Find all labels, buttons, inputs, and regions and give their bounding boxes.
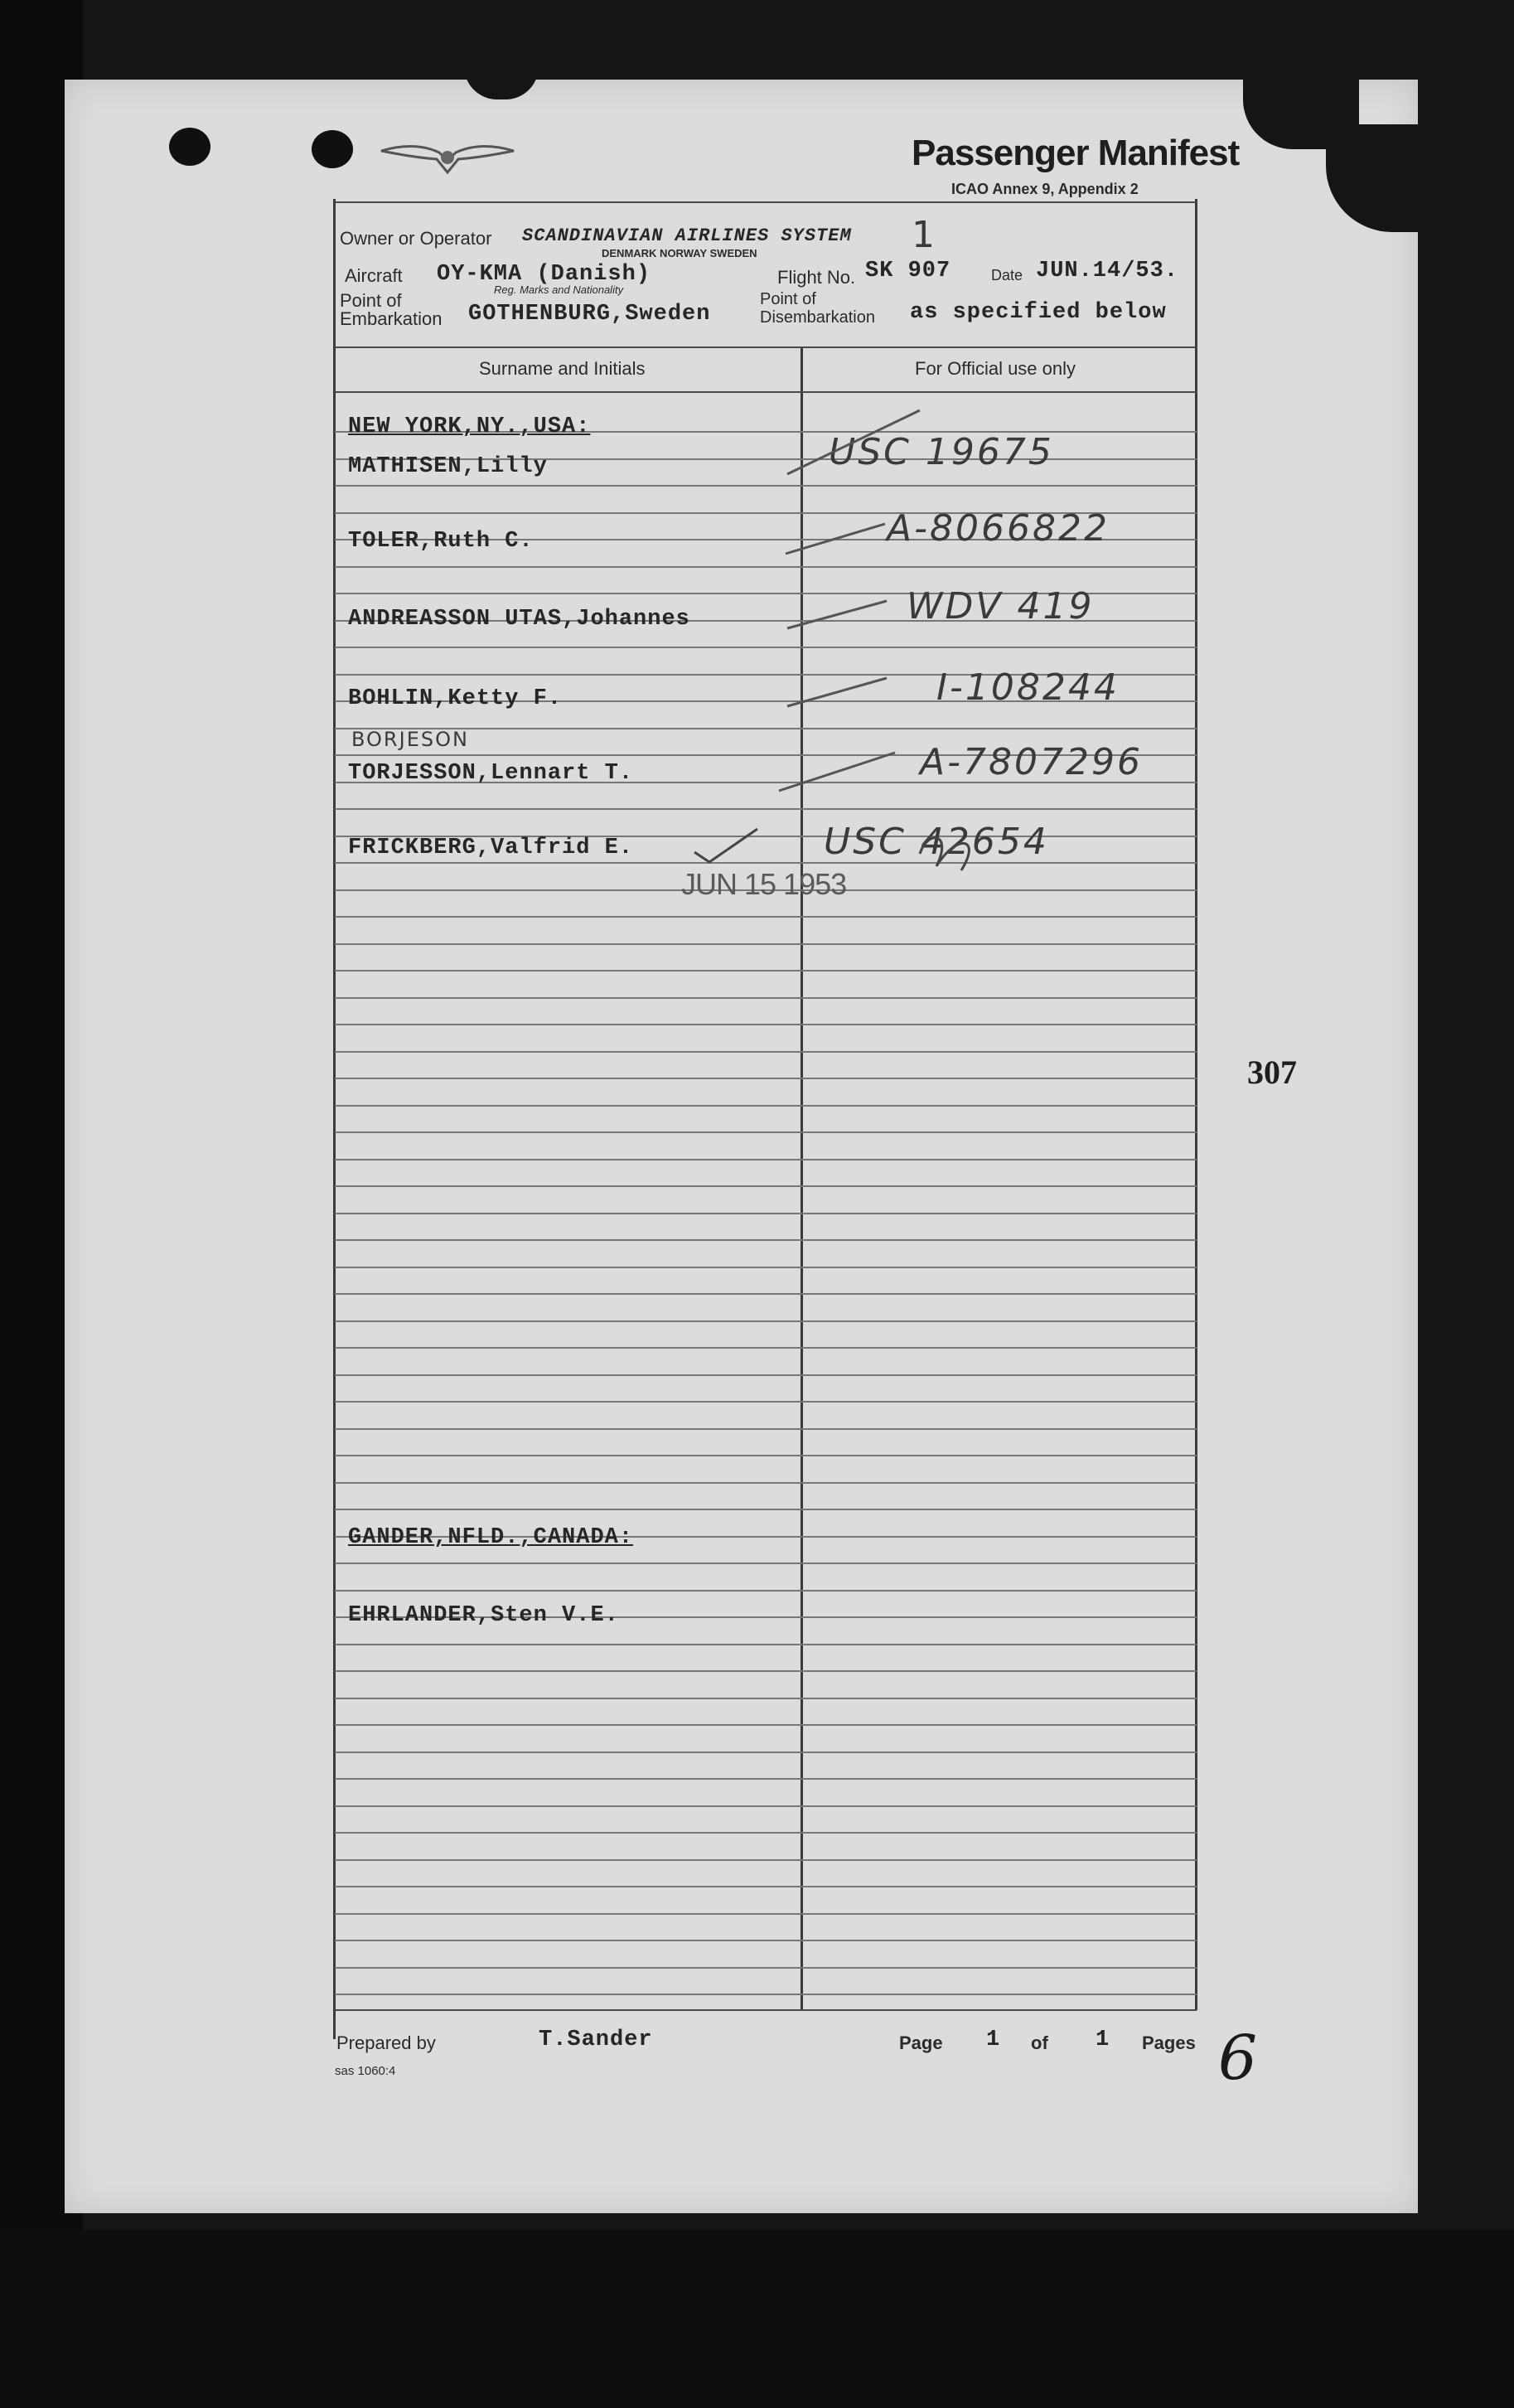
page-title: Passenger Manifest — [912, 133, 1240, 173]
pages-label: Pages — [1142, 2033, 1196, 2053]
disembark-label: Disembarkation — [760, 308, 875, 327]
owner-handmark: 1 — [912, 214, 937, 256]
destination-heading: GANDER,NFLD.,CANADA: — [348, 1525, 634, 1550]
passenger-name: TOLER,Ruth C. — [348, 529, 534, 554]
checkmark-icon — [694, 829, 757, 862]
date-label: Date — [991, 267, 1023, 283]
embark-label: Point of — [340, 290, 402, 311]
official-entry: I-108244 — [936, 666, 1120, 709]
passenger-name: ANDREASSON UTAS,Johannes — [348, 607, 690, 632]
disembark-label: Point of — [760, 290, 816, 308]
page-value: 1 — [986, 2028, 1001, 2052]
aircraft-sub: Reg. Marks and Nationality — [494, 283, 624, 296]
owner-countries: DENMARK NORWAY SWEDEN — [602, 247, 757, 259]
passenger-name: MATHISEN,Lilly — [348, 454, 548, 479]
pages-value: 1 — [1096, 2028, 1110, 2052]
destination-heading: NEW YORK,NY.,USA: — [348, 414, 591, 439]
aircraft-value: OY-KMA (Danish) — [437, 262, 651, 287]
date-stamp: JUN 15 1953 — [681, 867, 847, 901]
prepared-label: Prepared by — [336, 2033, 436, 2053]
official-entry: WDV 419 — [907, 585, 1095, 627]
disembark-value: as specified below — [910, 300, 1167, 325]
prepared-value: T.Sander — [539, 2028, 653, 2052]
owner-value: SCANDINAVIAN AIRLINES SYSTEM — [522, 225, 852, 246]
passenger-name: EHRLANDER,Sten V.E. — [348, 1603, 619, 1628]
surname-column-header: Surname and Initials — [479, 358, 646, 379]
official-entry: USC 42654 — [824, 821, 1049, 863]
embark-value: GOTHENBURG,Sweden — [468, 302, 711, 327]
of-label: of — [1031, 2033, 1048, 2053]
page-subtitle: ICAO Annex 9, Appendix 2 — [951, 181, 1139, 197]
passenger-name: TORJESSON,Lennart T. — [348, 761, 634, 786]
handwritten-correction: BORJESON — [351, 728, 469, 751]
page-label: Page — [899, 2033, 943, 2053]
aircraft-label: Aircraft — [345, 265, 403, 286]
margin-handmark: 6 — [1218, 2023, 1258, 2094]
owner-label: Owner or Operator — [340, 228, 492, 249]
official-entry: A-7807296 — [920, 741, 1143, 783]
date-value: JUN.14/53. — [1036, 259, 1179, 283]
flight-value: SK 907 — [865, 259, 951, 283]
footer-rule — [335, 2009, 1197, 2011]
passenger-name: BOHLIN,Ketty F. — [348, 686, 563, 711]
official-entry: USC 19675 — [829, 431, 1054, 473]
official-entry: A-8066822 — [887, 507, 1110, 550]
form-code: sas 1060:4 — [335, 2064, 396, 2078]
flight-label: Flight No. — [777, 267, 856, 288]
passenger-name: FRICKBERG,Valfrid E. — [348, 836, 634, 860]
side-number: 307 — [1247, 1054, 1297, 1091]
official-column-header: For Official use only — [915, 358, 1076, 379]
embark-label: Embarkation — [340, 308, 443, 329]
